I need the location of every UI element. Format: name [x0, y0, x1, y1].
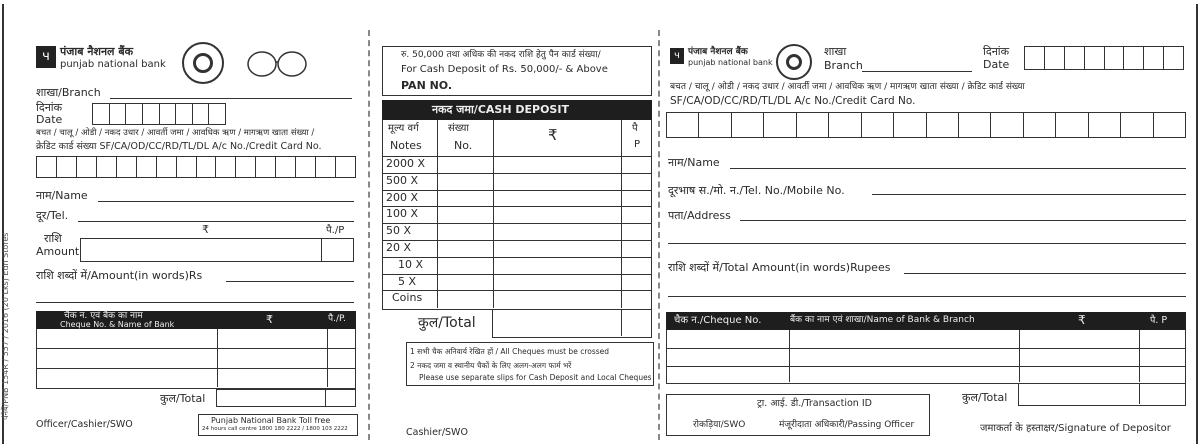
cheque-header-right	[666, 312, 1186, 330]
bank-name-english-right: punjab national bank	[688, 58, 773, 67]
cheque-header-hindi-left: चैक न. एवं बैंक का नाम	[64, 311, 143, 321]
col-paise-hi: पै	[632, 123, 638, 134]
rupee-symbol-left: ₹	[202, 223, 209, 236]
col-notes-en: Notes	[390, 139, 422, 152]
amount-label-hi-left: राशि	[44, 232, 62, 245]
denomination-row-line	[382, 190, 652, 191]
address-label-right: पता/Address	[668, 209, 731, 222]
paise-label-left: पै./P	[326, 225, 345, 236]
name-label-right: नाम/Name	[668, 156, 720, 169]
denomination-label: 200 X	[386, 190, 419, 204]
pnb-logo-right: ч	[670, 48, 684, 64]
account-boxes-right[interactable]	[666, 112, 1186, 138]
name-label-left: नाम/Name	[36, 189, 88, 202]
total-label-left: कुल/Total	[160, 392, 206, 405]
total-box-middle[interactable]	[492, 310, 652, 338]
total-box-right[interactable]	[1018, 384, 1186, 406]
branch-label-left: शाखा/Branch	[36, 86, 101, 99]
tel-line-right[interactable]	[872, 194, 1186, 195]
denomination-row-line	[382, 173, 652, 174]
name-line-left[interactable]	[98, 201, 354, 202]
note-line3: Please use separate slips for Cash Deposit and Local Cheques	[419, 373, 652, 382]
total-box-left[interactable]	[216, 389, 356, 407]
date-boxes-right[interactable]	[1024, 46, 1184, 70]
tollfree-line1: Punjab National Bank Toll free	[211, 416, 331, 425]
cheque-table-right[interactable]	[666, 330, 1186, 384]
col-no-en: No.	[454, 139, 473, 152]
signature-label-right: जमाकर्ता के हस्ताक्षर/Signature of Depositor	[980, 423, 1171, 434]
perforation-left	[368, 30, 370, 440]
seal-icon-right	[776, 44, 812, 80]
denomination-label: 5 X	[398, 274, 417, 288]
denomination-label: 500 X	[386, 173, 419, 187]
date-label-hi-left: दिनांक	[36, 101, 63, 114]
denomination-row-line	[382, 240, 652, 241]
tel-label-left: दूर/Tel.	[36, 209, 69, 222]
date-label-hi-right: दिनांक	[983, 45, 1010, 58]
officer-box-right[interactable]	[666, 394, 930, 436]
pan-no-label: PAN NO.	[401, 79, 453, 92]
denomination-label: 50 X	[386, 224, 412, 238]
pan-english: For Cash Deposit of Rs. 50,000/- & Above	[401, 64, 608, 75]
col-paise-en: P	[634, 139, 641, 150]
cheque-no-label-right: चैक न./Cheque No.	[674, 315, 762, 326]
total-label-middle: कुल/Total	[418, 315, 476, 331]
tel-line-left[interactable]	[78, 221, 354, 222]
denomination-row-line	[382, 257, 652, 258]
total-label-right: कुल/Total	[962, 391, 1008, 404]
pnb-logo-left: ч	[36, 46, 56, 68]
officer-label-left: Officer/Cashier/SWO	[36, 419, 133, 430]
denomination-row-line	[382, 206, 652, 207]
pan-hindi: रु. 50,000 तथा अधिक की नकद राशि हेतु पैन कार्ड संख्या/	[401, 50, 601, 60]
amount-words-label-left: राशि शब्दों में/Amount(in words)Rs	[36, 269, 203, 282]
bank-name-hindi-right: पंजाब नैशनल बैंक	[688, 47, 748, 57]
account-type-line1-left: बचत / चालू / ओडी / नकद उधार / आवर्ती जमा / आवधिक ऋण / मागऋण खाता संख्या /	[36, 128, 315, 138]
address-line2-right[interactable]	[668, 243, 1186, 244]
branch-label-hi-right: शाखा	[824, 45, 847, 58]
bank-name-hindi-left: पंजाब नैशनल बैंक	[60, 45, 134, 58]
denomination-row-line	[382, 274, 652, 275]
account-type-line2-right: SF/CA/OD/CC/RD/TL/DL A/c No./Credit Card No.	[670, 95, 916, 107]
amount-words-line1-left[interactable]	[226, 281, 354, 282]
cheque-rupee-left: ₹	[266, 313, 273, 326]
cheque-table-left[interactable]	[36, 329, 356, 389]
notes-box	[406, 342, 654, 386]
denomination-label: 10 X	[398, 257, 424, 271]
branch-line-left[interactable]	[110, 98, 352, 99]
date-label-en-right: Date	[983, 58, 1010, 71]
cheque-paise-right: पै. P	[1150, 315, 1168, 326]
tel-label-right: दूरभाष स./मो. न./Tel. No./Mobile No.	[668, 184, 845, 197]
denomination-row-line	[382, 223, 652, 224]
denomination-table[interactable]	[382, 120, 652, 310]
date-label-en-left: Date	[36, 113, 63, 126]
name-line-right[interactable]	[730, 168, 1186, 169]
seal-icon-left	[182, 42, 224, 84]
denomination-row-line	[382, 290, 652, 291]
col-rupee: ₹	[548, 126, 558, 144]
account-boxes-left[interactable]	[36, 156, 356, 178]
cash-deposit-header	[382, 100, 652, 120]
amount-words-line1-right[interactable]	[904, 273, 1186, 274]
amount-words-line2-right[interactable]	[668, 296, 1186, 297]
denomination-label: 100 X	[386, 207, 419, 221]
amount-box-left[interactable]	[80, 238, 354, 262]
swo-label-right: रोकड़िया/SWO	[693, 420, 746, 430]
cash-deposit-title: नकद जमा/CASH DEPOSIT	[432, 103, 569, 116]
cheque-rupee-right: ₹	[1078, 313, 1086, 327]
amount-words-label-right: राशि शब्दों में/Total Amount(in words)Rupees	[668, 261, 891, 274]
cheque-paise-left: पै./P.	[328, 314, 346, 324]
amount-label-en-left: Amount	[36, 245, 80, 258]
note-line1: 1 सभी चैक अनिवार्य रेखित हों / All Cheques must be crossed	[410, 347, 610, 356]
cheque-header-english-left: Cheque No. & Name of Bank	[60, 320, 175, 329]
transaction-id-label: ट्रा. आई. डी./Transaction ID	[757, 398, 872, 409]
date-boxes-left[interactable]	[92, 103, 226, 125]
denomination-label: 2000 X	[386, 157, 426, 170]
cheque-header-left	[36, 311, 356, 329]
pan-box[interactable]	[382, 46, 652, 96]
denomination-label: 20 X	[386, 241, 412, 254]
branch-label-en-right: Branch	[824, 59, 863, 72]
side-print-code: पंनैबैं/PNB 154R / 557 / 2016 (20 Lks) Edn Stores	[1, 232, 10, 420]
branch-line-right[interactable]	[862, 71, 972, 72]
account-type-line1-right: बचत / चालू / ओडी / नकद उधार / आवर्ती जमा / आवधिक ऋण / मागऋण खाता संख्या / क्रेडिट कार्ड संख्या	[670, 82, 1025, 92]
swachh-bharat-logo-left	[246, 46, 308, 80]
bank-name-english-left: punjab national bank	[60, 59, 166, 70]
passing-officer-label: मंजूरीदाता अधिकारी/Passing Officer	[779, 420, 915, 430]
note-line2: 2 नकद जमा व स्थानीय चैकों के लिए अलग-अलग फार्म भरें	[410, 361, 572, 370]
col-no-hi: संख्या	[448, 123, 469, 134]
address-line1-right[interactable]	[740, 220, 1186, 221]
amount-words-line2-left[interactable]	[36, 302, 354, 303]
denomination-label: Coins	[392, 291, 423, 305]
tollfree-line2: 24 hours call centre 1800 180 2222 / 1800 103 2222	[202, 426, 348, 432]
perforation-right	[658, 30, 660, 440]
col-notes-hi: मूल्य वर्ग	[388, 123, 419, 134]
tollfree-box	[198, 414, 358, 436]
account-type-line2-left: क्रेडिट कार्ड संख्या SF/CA/OD/CC/RD/TL/DL A/c No./Credit Card No.	[36, 141, 322, 152]
cashier-label-middle: Cashier/SWO	[406, 427, 468, 438]
bank-branch-label-right: बैंक का नाम एवं शाखा/Name of Bank & Branch	[790, 315, 975, 325]
